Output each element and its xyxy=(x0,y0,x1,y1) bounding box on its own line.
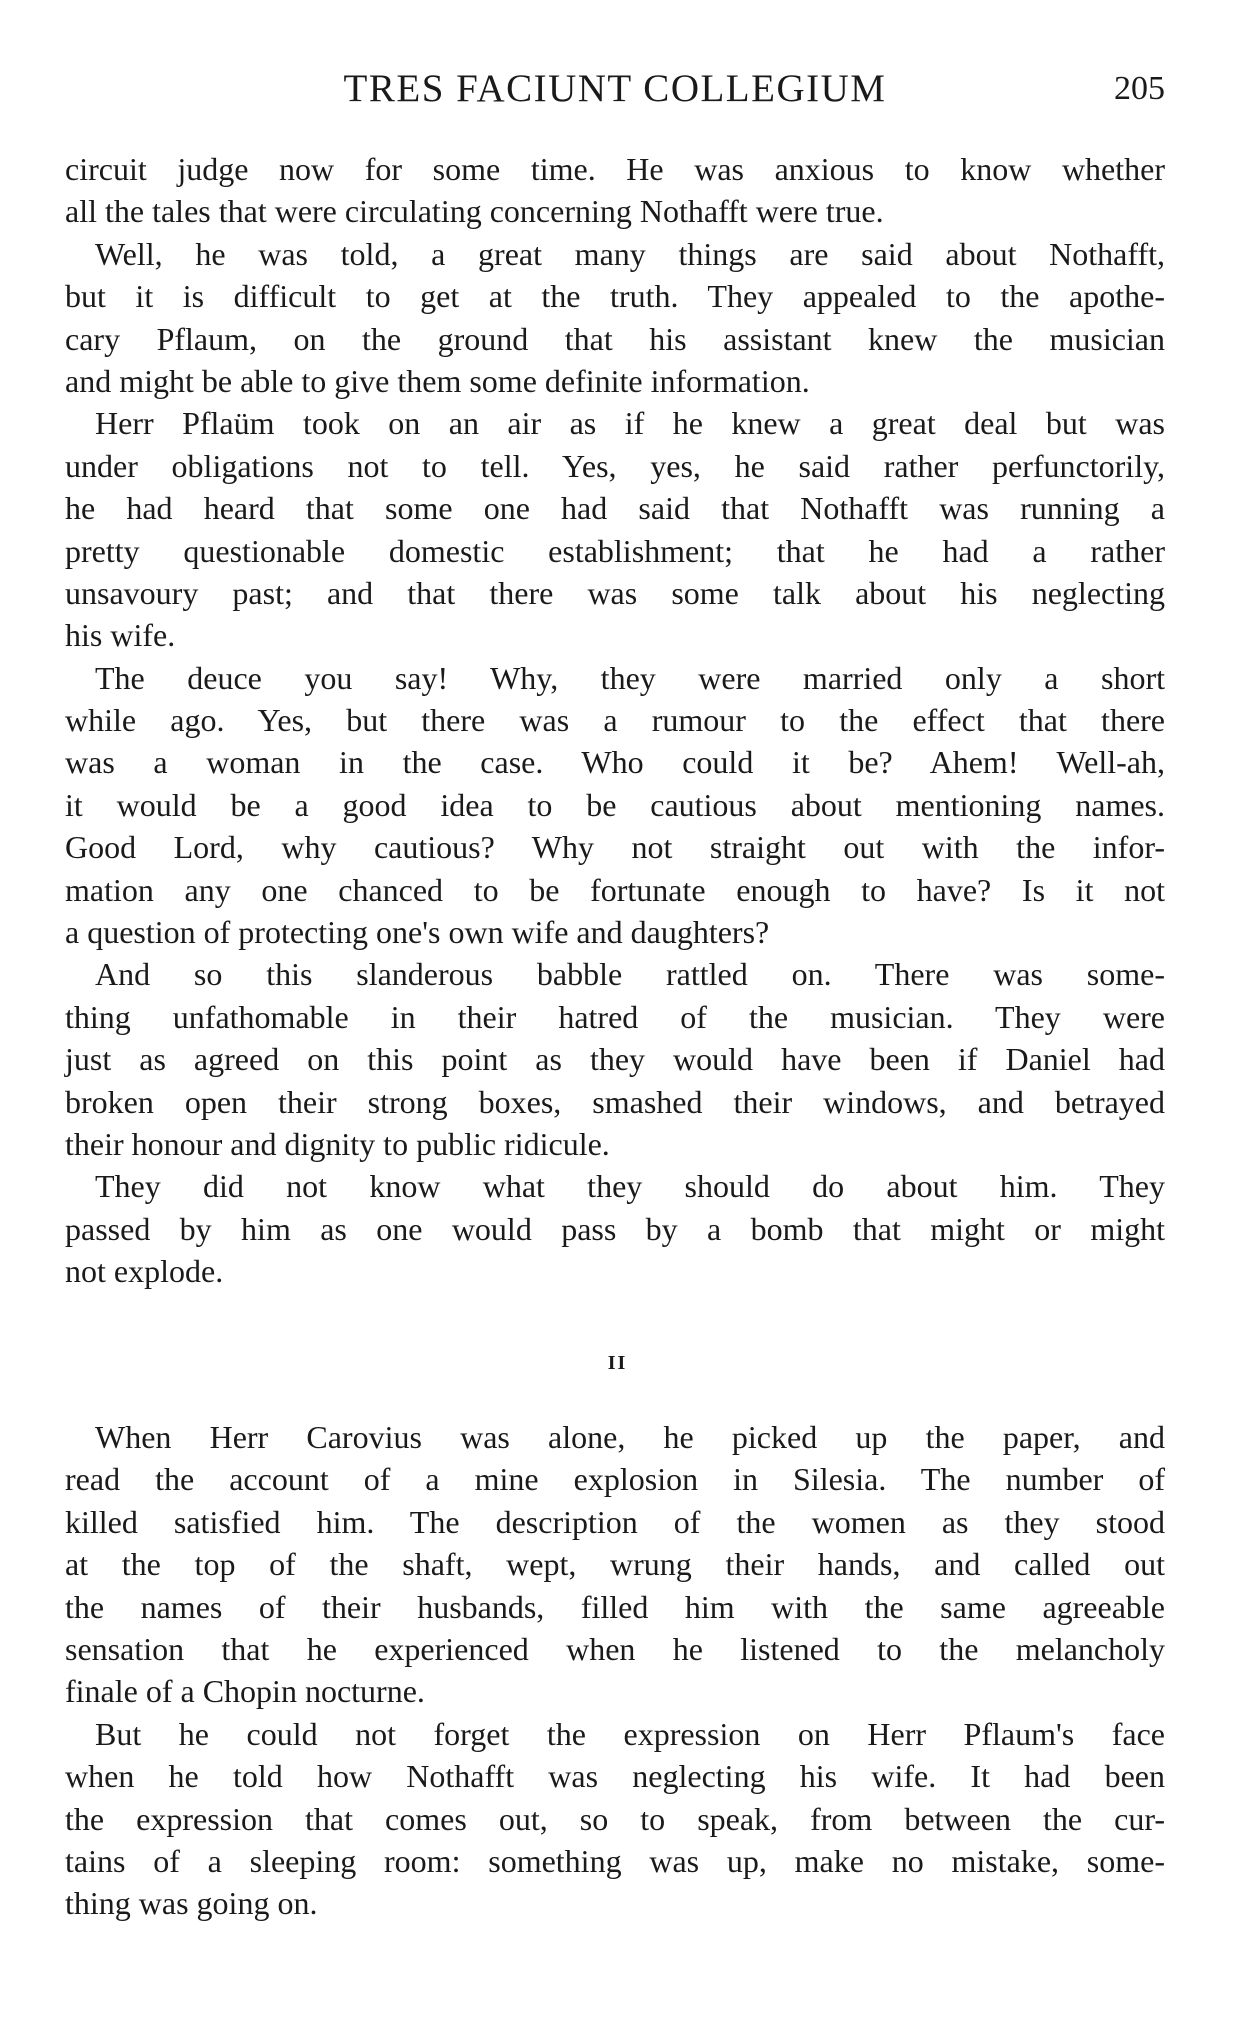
text-line: just as agreed on this point as they would have been if Daniel had xyxy=(65,1041,1165,1078)
text-line: killed satisfied him. The description of the women as they stood xyxy=(65,1503,1165,1540)
text-line: a question of protecting one's own wife and daughters? xyxy=(65,914,770,951)
text-line: read the account of a mine explosion in Silesia. The number of xyxy=(65,1461,1165,1498)
section-two-text xyxy=(65,1416,1165,1925)
running-head xyxy=(65,66,1165,116)
text-line: at the top of the shaft, wept, wrung their hands, and called out xyxy=(65,1546,1165,1583)
text-line: and might be able to give them some definite information. xyxy=(65,362,810,399)
text-line: under obligations not to tell. Yes, yes, he said rather perfunctorily, xyxy=(65,447,1165,484)
text-line: thing unfathomable in their hatred of the musician. They were xyxy=(65,998,1165,1035)
text-line: but it is difficult to get at the truth. They appealed to the apothe- xyxy=(65,278,1165,315)
text-line: When Herr Carovius was alone, he picked up the paper, and xyxy=(95,1419,1165,1455)
text-line: was a woman in the case. Who could it be? Ahem! Well-ah, xyxy=(65,744,1165,781)
text-line: The deuce you say! Why, they were married only a short xyxy=(95,659,1165,696)
text-line: unsavoury past; and that there was some talk about his neglecting xyxy=(65,574,1165,611)
text-line: And so this slanderous babble rattled on. There was some- xyxy=(95,956,1165,993)
text-line: sensation that he experienced when he listened to the melancholy xyxy=(65,1630,1165,1667)
text-line: mation any one chanced to be fortunate enough to have? Is it not xyxy=(65,871,1165,908)
text-line: Herr Pflaüm took on an air as if he knew a great deal but was xyxy=(95,405,1165,442)
text-line: his wife. xyxy=(65,617,176,654)
text-line: Well, he was told, a great many things are said about Nothafft, xyxy=(95,235,1165,272)
text-line: the names of their husbands, filled him with the same agreeable xyxy=(65,1588,1165,1625)
text-line: Good Lord, why cautious? Why not straight out with the infor- xyxy=(65,829,1165,866)
text-line: cary Pflaum, on the ground that his assistant knew the musician xyxy=(65,320,1165,357)
text-line: their honour and dignity to public ridicule. xyxy=(65,1125,610,1162)
section-one-text xyxy=(65,148,1165,1293)
text-line: all the tales that were circulating concerning Nothafft were true. xyxy=(65,193,884,230)
text-line: passed by him as one would pass by a bomb that might or might xyxy=(65,1210,1165,1247)
text-line: circuit judge now for some time. He was anxious to know whether xyxy=(65,151,1165,187)
text-line: while ago. Yes, but there was a rumour to the effect that there xyxy=(65,702,1165,739)
text-line: But he could not forget the expression on Herr Pflaum's face xyxy=(95,1715,1165,1752)
text-line: when he told how Nothafft was neglecting his wife. It had been xyxy=(65,1758,1165,1795)
text-line: They did not know what they should do about him. They xyxy=(95,1168,1165,1205)
page-number: 205 xyxy=(1114,70,1165,107)
text-line: not explode. xyxy=(65,1253,224,1290)
text-line: thing was going on. xyxy=(65,1885,318,1922)
text-line: pretty questionable domestic establishment; that he had a rather xyxy=(65,532,1165,569)
text-line: he had heard that some one had said that Nothafft was running a xyxy=(65,490,1165,527)
text-line: finale of a Chopin nocturne. xyxy=(65,1673,425,1710)
text-line: it would be a good idea to be cautious about mentioning names. xyxy=(65,786,1165,823)
text-line: broken open their strong boxes, smashed their windows, and betrayed xyxy=(65,1083,1165,1120)
text-line: tains of a sleeping room: something was up, make no mistake, some- xyxy=(65,1842,1165,1879)
text-line: the expression that comes out, so to speak, from between the cur- xyxy=(65,1800,1165,1837)
section-number: II xyxy=(607,1352,628,1374)
running-title: TRES FACIUNT COLLEGIUM xyxy=(343,67,887,110)
